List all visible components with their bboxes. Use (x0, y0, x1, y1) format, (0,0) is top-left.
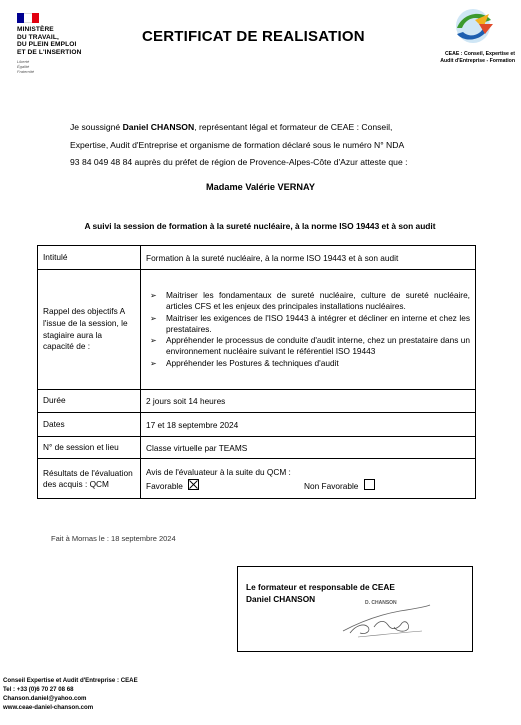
ceae-tagline: CEAE : Conseil, Expertise et Audit d'Entreprise - Formation (440, 51, 515, 65)
table-row (38, 413, 476, 437)
footer-email[interactable]: Chanson.daniel@yahoo.com (3, 695, 87, 702)
list-item: ➢ Appréhender le processus de conduite d'audit interne, chez un prestataire dans un environnement nucléaire suivant le référentiel ISO 19443 (150, 335, 470, 357)
arrow-bullet-icon: ➢ (150, 290, 157, 300)
avis-label: Avis de l'évaluateur à la suite du QCM : (146, 466, 291, 477)
intitule-label: Intitulé (38, 246, 141, 270)
republic-motto: Liberté Égalité Fraternité (17, 59, 35, 75)
objectifs-cell (141, 270, 476, 390)
arrow-bullet-icon: ➢ (150, 313, 157, 323)
signature-box (237, 566, 473, 652)
dates-label: Dates (38, 413, 141, 437)
arrow-bullet-icon: ➢ (150, 358, 157, 368)
favorable-option (146, 481, 199, 491)
list-item: ➢ Appréhender les Postures & techniques d'audit (150, 357, 339, 368)
footer-contact (3, 676, 138, 712)
dates-value: 17 et 18 septembre 2024 (141, 413, 476, 437)
list-item: ➢ Maitriser les fondamentaux de sureté nucléaire, culture de sureté nucléaire, articles CFS et les enjeux des principales installations nucléaires. (150, 289, 470, 312)
footer-tel: Tel : +33 (0)6 70 27 08 68 (3, 686, 74, 693)
table-row (38, 246, 476, 270)
signer-title: Le formateur et responsable de CEAE (246, 582, 395, 592)
page-title: CERTIFICAT DE REALISATION (142, 28, 365, 45)
resultats-label: Résultats de l'évaluation des acquis : QCM (38, 459, 141, 499)
signature-stamp: D. CHANSON (365, 600, 397, 606)
table-row (38, 390, 476, 413)
duree-value: 2 jours soit 14 heures (141, 390, 476, 413)
table-row (38, 270, 476, 390)
non-favorable-label: Non Favorable (304, 480, 359, 491)
attestation-paragraph: Je soussigné Daniel CHANSON, représentant légal et formateur de CEAE : Conseil, Expertise, Audit d'Entreprise et organisme de formation déclaré sous le numéro N° NDA 93 84 049 48 84 auprès du préfet de région de Provence-Alpes-Côte d'Azur atteste que : (70, 122, 408, 168)
ceae-logo-icon (449, 6, 497, 46)
signer-name-box: Daniel CHANSON (246, 594, 316, 604)
signer-name: Daniel CHANSON (122, 122, 195, 132)
handwritten-signature-icon (338, 603, 433, 639)
trainee-name: Madame Valérie VERNAY (206, 182, 315, 192)
favorable-checkbox[interactable] (188, 479, 199, 490)
certificate-table (37, 245, 476, 499)
non-favorable-checkbox[interactable] (364, 479, 375, 490)
non-favorable-option (304, 479, 375, 491)
arrow-bullet-icon: ➢ (150, 336, 157, 346)
session-label: N° de session et lieu (38, 437, 141, 459)
french-flag-icon (17, 13, 39, 23)
duree-label: Durée (38, 390, 141, 413)
session-value: Classe virtuelle par TEAMS (141, 437, 476, 459)
favorable-label: Favorable (146, 480, 183, 491)
session-statement: A suivi la session de formation à la sureté nucléaire, à la norme ISO 19443 et à son audit (84, 221, 436, 231)
list-item: ➢ Maitriser les exigences de l'ISO 19443 à intégrer et décliner en interne et chez les prestataires. (150, 312, 470, 334)
intitule-value: Formation à la sureté nucléaire, à la norme ISO 19443 et à son audit (141, 246, 476, 270)
objectifs-label: Rappel des objectifs A l'issue de la session, le stagiaire aura la capacité de : (38, 270, 141, 390)
footer-company: Conseil Expertise et Audit d'Entreprise : CEAE (3, 677, 138, 684)
table-row (38, 459, 476, 499)
ministry-name: MINISTÈRE DU TRAVAIL, DU PLEIN EMPLOI ET DE L'INSERTION (17, 26, 82, 56)
resultats-cell (141, 459, 476, 499)
table-row (38, 437, 476, 459)
check-x-icon (189, 480, 198, 489)
footer-website[interactable]: www.ceae-daniel-chanson.com (3, 704, 94, 711)
ministry-logo (17, 13, 127, 74)
objectifs-list (145, 290, 470, 369)
place-date: Fait à Mornas le : 18 septembre 2024 (51, 534, 176, 543)
